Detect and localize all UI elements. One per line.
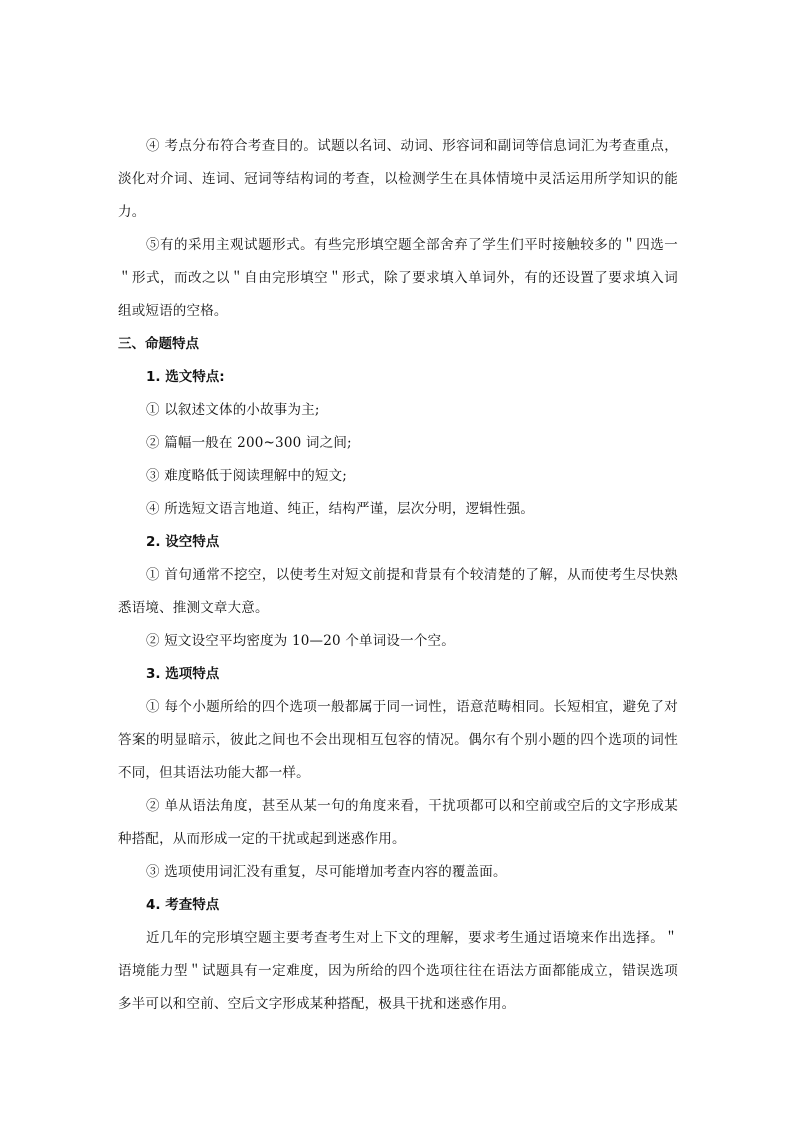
list-item: ④ 所选短文语言地道、纯正，结构严谨，层次分明，逻辑性强。 [146,501,535,517]
paragraph-option-1: ① 每个小题所给的四个选项一般都属于同一词性，语意范畴相同。长短相宜，避免了对答案的明显暗示，彼此之间也不会出现相互包容的情况。偶尔有个别小题的四个选项的词性不同，但其语法功能大都一样。 [118,699,678,781]
paragraph-blank-1: ① 首句通常不挖空，以使考生对短文前提和背景有个较清楚的了解，从而使考生尽快熟悉语境、推测文章大意。 [118,567,678,616]
subheading-passage-features: 1. 选文特点: [146,369,225,385]
paragraph-assessment: 近几年的完形填空题主要考查考生对上下文的理解，要求考生通过语境来作出选择。＂语境能力型＂试题具有一定难度，因为所给的四个选项往往在语法方面都能成立，错误选项多半可以和空前、空后文字形成某种搭配，极具干扰和迷惑作用。 [118,930,678,1012]
paragraph-blank-2: ② 短文设空平均密度为 10—20 个单词设一个空。 [146,633,455,649]
paragraph-point-5: ⑤有的采用主观试题形式。有些完形填空题全部舍弃了学生们平时接触较多的＂四选一＂形式，而改之以＂自由完形填空＂形式，除了要求填入单词外，有的还设置了要求填入词组或短语的空格。 [118,237,678,319]
section-heading-3: 三、命题特点 [118,336,199,352]
list-item: ① 以叙述文体的小故事为主; [146,402,320,418]
list-item: ② 篇幅一般在 200~300 词之间; [146,435,352,451]
document-body [118,130,678,1021]
paragraph-option-2: ② 单从语法角度，甚至从某一句的角度来看，干扰项都可以和空前或空后的文字形成某种搭配，从而形成一定的干扰或起到迷惑作用。 [118,798,678,847]
paragraph-option-3: ③ 选项使用词汇没有重复，尽可能增加考查内容的覆盖面。 [146,864,507,880]
subheading-blank-features: 2. 设空特点 [146,534,220,550]
subheading-assessment-features: 4. 考查特点 [146,897,220,913]
list-item: ③ 难度略低于阅读理解中的短文; [146,468,348,484]
paragraph-point-4: ④ 考点分布符合考查目的。试题以名词、动词、形容词和副词等信息词汇为考查重点，淡化对介词、连词、冠词等结构词的考查，以检测学生在具体情境中灵活运用所学知识的能力。 [118,138,678,220]
subheading-option-features: 3. 选项特点 [146,666,220,682]
